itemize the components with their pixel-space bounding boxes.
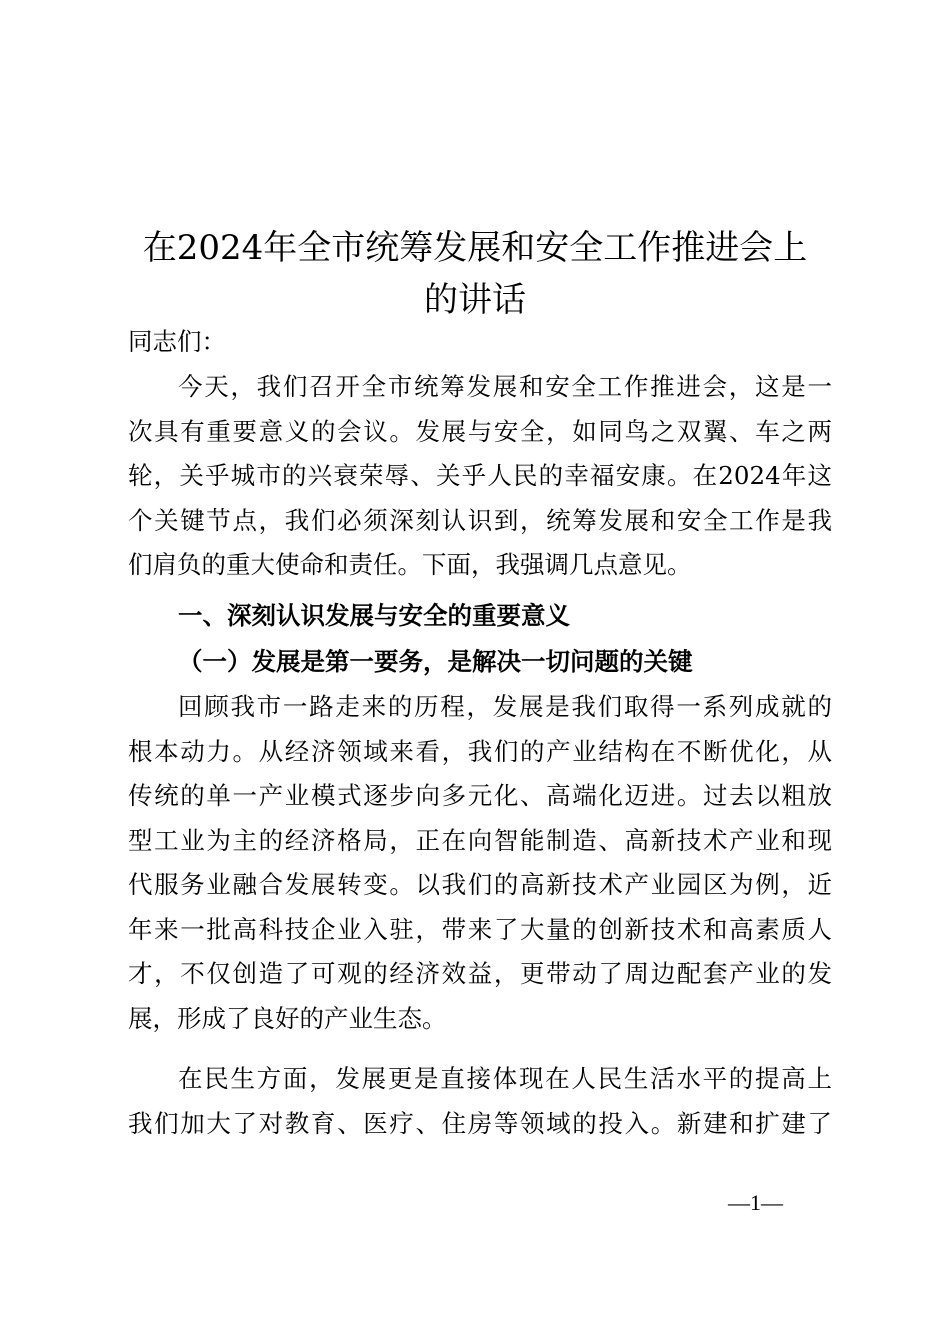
intro-paragraph bbox=[128, 365, 832, 588]
paragraph-line: 展，形成了良好的产业生态。 bbox=[128, 1003, 447, 1033]
intro-line: 次具有重要意义的会议。发展与安全，如同鸟之双翼、车之两 bbox=[128, 416, 832, 446]
page-number: —1— bbox=[728, 1190, 783, 1215]
subsection-heading: （一）发展是第一要务，是解决一切问题的关键 bbox=[178, 647, 693, 676]
paragraph-line: 我们加大了对教育、医疗、住房等领域的投入。新建和扩建了 bbox=[128, 1108, 832, 1138]
paragraph-line: 代服务业融合发展转变。以我们的高新技术产业园区为例，近 bbox=[128, 870, 832, 899]
intro-line: 轮，关乎城市的兴衰荣辱、关乎人民的幸福安康。在2024年这 bbox=[128, 461, 832, 490]
intro-line: 今天，我们召开全市统筹发展和安全工作推进会，这是一 bbox=[178, 372, 832, 401]
document-title bbox=[120, 222, 830, 326]
title-line-2: 的讲话 bbox=[424, 280, 526, 320]
paragraph-line: 才，不仅创造了可观的经济效益，更带动了周边配套产业的发 bbox=[128, 959, 832, 988]
intro-line: 们肩负的重大使命和责任。下面，我强调几点意见。 bbox=[128, 550, 692, 579]
paragraph-line: 在民生方面，发展更是直接体现在人民生活水平的提高上 bbox=[178, 1064, 832, 1093]
body-paragraph-2 bbox=[128, 1057, 832, 1146]
paragraph-line: 型工业为主的经济格局，正在向智能制造、高新技术产业和现 bbox=[128, 825, 832, 855]
body-paragraph-1 bbox=[128, 685, 832, 1041]
paragraph-line: 年来一批高科技企业入驻，带来了大量的创新技术和高素质人 bbox=[128, 914, 832, 944]
paragraph-line: 传统的单一产业模式逐步向多元化、高端化迈进。过去以粗放 bbox=[128, 781, 832, 810]
intro-line: 个关键节点，我们必须深刻认识到，统筹发展和安全工作是我 bbox=[128, 505, 832, 535]
paragraph-line: 根本动力。从经济领域来看，我们的产业结构在不断优化，从 bbox=[128, 736, 832, 766]
title-line-1: 在2024年全市统筹发展和安全工作推进会上 bbox=[142, 228, 808, 268]
salutation-text: 同志们： bbox=[128, 327, 226, 356]
paragraph-line: 回顾我市一路走来的历程，发展是我们取得一系列成就的 bbox=[178, 692, 832, 721]
section-heading: 一、深刻认识发展与安全的重要意义 bbox=[178, 601, 570, 630]
salutation bbox=[128, 320, 832, 365]
